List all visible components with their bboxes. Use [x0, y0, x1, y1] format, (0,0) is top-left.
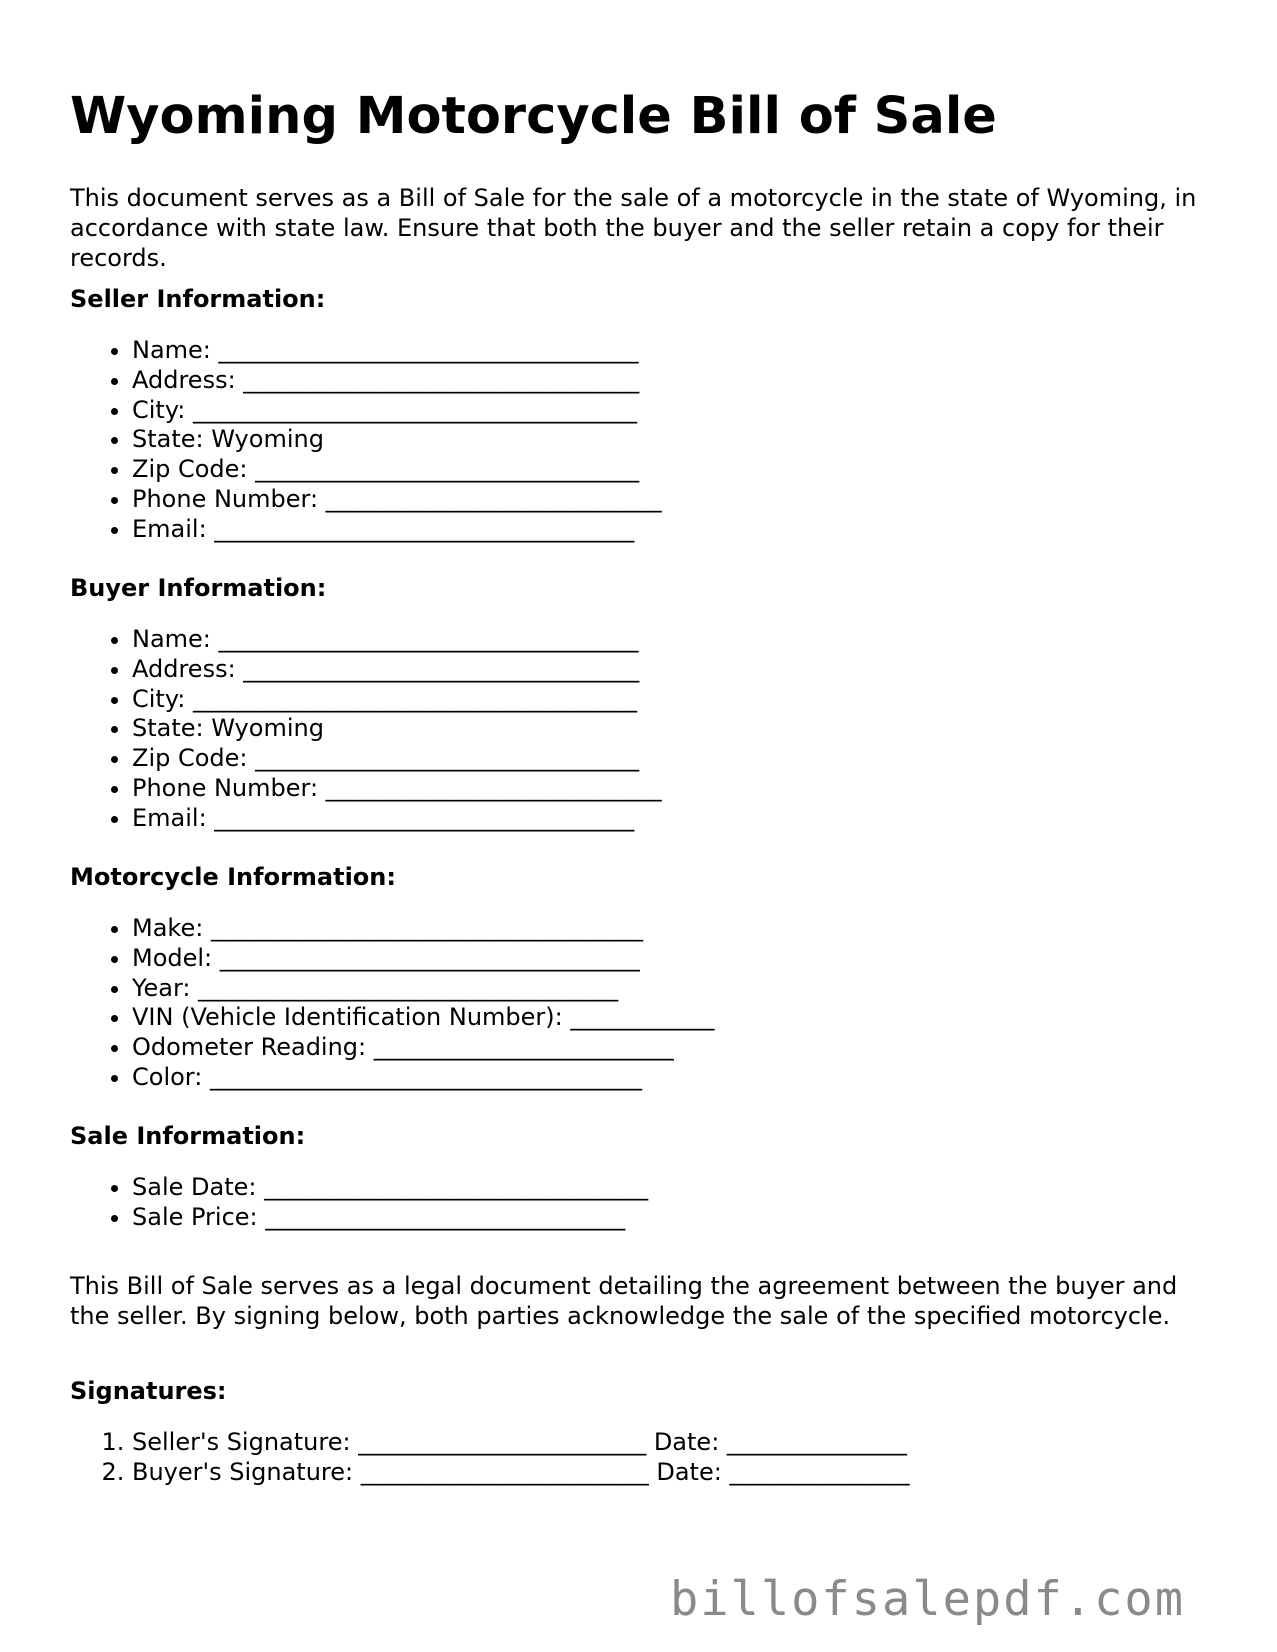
signatures-list — [70, 1428, 909, 1488]
sale-price-field: • Sale Price: ______________________________ — [132, 1203, 648, 1233]
motorcycle-model-field: • Model: ___________________________________ — [132, 944, 714, 974]
seller-city-field: • City: _____________________________________ — [132, 396, 662, 426]
seller-heading: Seller Information: — [70, 285, 326, 313]
seller-address-field: • Address: _________________________________ — [132, 366, 662, 396]
watermark-text: billofsalepdf.com — [669, 1572, 1185, 1627]
buyer-name-field: • Name: ___________________________________ — [132, 625, 662, 655]
motorcycle-list — [70, 914, 714, 1093]
closing-paragraph: This Bill of Sale serves as a legal document detailing the agreement between the buyer and the seller. By signing below, both parties acknowledge the sale of the specified motorcycle. — [70, 1272, 1178, 1330]
signatures-heading: Signatures: — [70, 1377, 227, 1405]
buyer-signature-line: 2. Buyer's Signature: ________________________ Date: _______________ — [132, 1458, 909, 1488]
seller-email-field: • Email: ___________________________________ — [132, 515, 662, 545]
seller-list — [70, 336, 662, 545]
seller-name-field: • Name: ___________________________________ — [132, 336, 662, 366]
seller-signature-line: 1. Seller's Signature: ________________________ Date: _______________ — [132, 1428, 909, 1458]
motorcycle-year-field: • Year: ___________________________________ — [132, 974, 714, 1004]
buyer-state-field: • State: Wyoming — [132, 714, 662, 744]
page-title: Wyoming Motorcycle Bill of Sale — [70, 87, 997, 146]
sale-heading: Sale Information: — [70, 1122, 306, 1150]
buyer-phone-field: • Phone Number: ____________________________ — [132, 774, 662, 804]
buyer-city-field: • City: _____________________________________ — [132, 685, 662, 715]
motorcycle-odometer-field: • Odometer Reading: _________________________ — [132, 1033, 714, 1063]
buyer-heading: Buyer Information: — [70, 574, 327, 602]
buyer-address-field: • Address: _________________________________ — [132, 655, 662, 685]
motorcycle-color-field: • Color: ____________________________________ — [132, 1063, 714, 1093]
buyer-email-field: • Email: ___________________________________ — [132, 804, 662, 834]
intro-paragraph: This document serves as a Bill of Sale for the sale of a motorcycle in the state of Wyoming, in accordance with state law. Ensure that both the buyer and the seller retain a copy for their records. — [70, 184, 1197, 272]
motorcycle-vin-field: • VIN (Vehicle Identification Number): ____________ — [132, 1003, 714, 1033]
buyer-zip-field: • Zip Code: ________________________________ — [132, 744, 662, 774]
sale-list — [70, 1173, 648, 1233]
motorcycle-make-field: • Make: ____________________________________ — [132, 914, 714, 944]
sale-date-field: • Sale Date: ________________________________ — [132, 1173, 648, 1203]
buyer-list — [70, 625, 662, 834]
seller-phone-field: • Phone Number: ____________________________ — [132, 485, 662, 515]
seller-zip-field: • Zip Code: ________________________________ — [132, 455, 662, 485]
seller-state-field: • State: Wyoming — [132, 425, 662, 455]
motorcycle-heading: Motorcycle Information: — [70, 863, 396, 891]
